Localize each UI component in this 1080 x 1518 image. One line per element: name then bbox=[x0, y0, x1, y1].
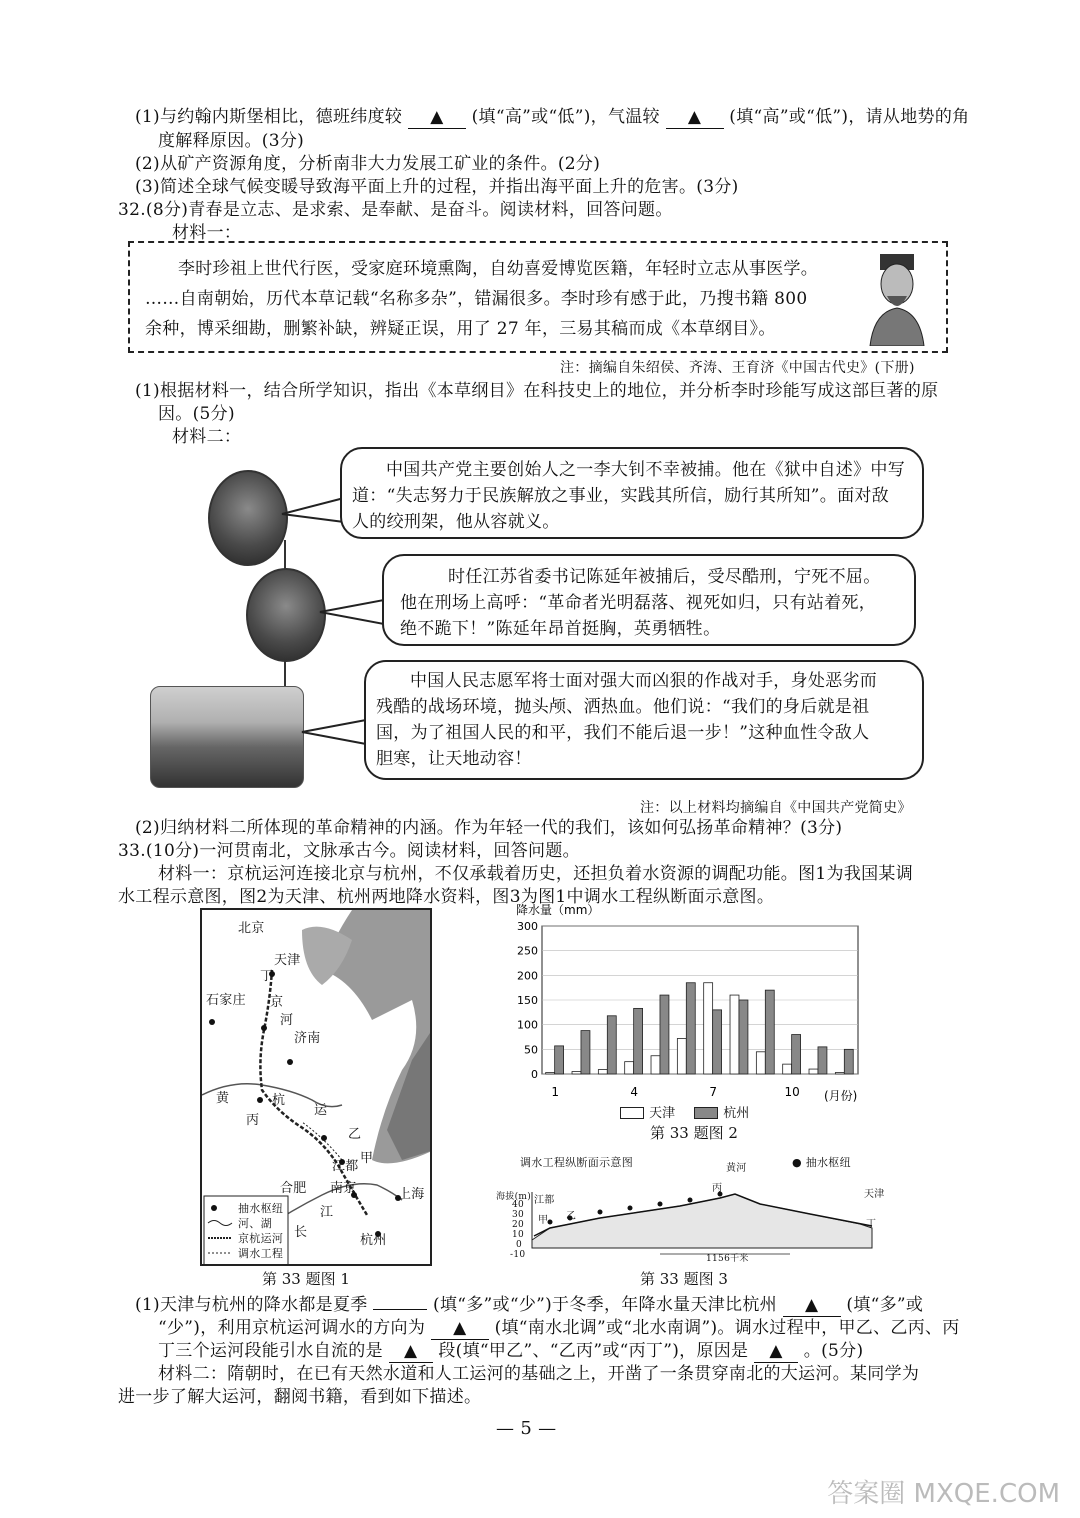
profile-title: 调水工程纵断面示意图 bbox=[520, 1156, 633, 1169]
chart-xtick-label: 4 bbox=[630, 1085, 638, 1099]
figure-1-caption: 第 33 题图 1 bbox=[262, 1270, 350, 1288]
bubble-tail bbox=[318, 598, 386, 628]
q33-heading: 33.(10分)一河贯南北，文脉承古今。阅读材料，回答问题。 bbox=[118, 841, 580, 861]
map-legend-river: 河、湖 bbox=[238, 1217, 272, 1230]
profile-label-ding: 丁 bbox=[866, 1219, 877, 1230]
profile-label-tianjin: 天津 bbox=[864, 1189, 885, 1200]
q31-line2: 度解释原因。(3分) bbox=[158, 131, 305, 151]
q32-sub2: (2)归纳材料二所体现的革命精神的内涵。作为年轻一代的我们，该如何弘扬革命精神？(3分) bbox=[135, 818, 843, 838]
q33-material-1: 材料一：京杭运河连接北京与杭州，不仅承载着历史，还担负着水资源的调配功能。图1为我国某调 bbox=[158, 864, 914, 884]
material-1-text: 余种，博采细勘，删繁补缺，辨疑正误，用了 27 年，三易其稿而成《本草纲目》。 bbox=[145, 319, 776, 339]
map-label-huang: 黄 bbox=[216, 1091, 230, 1106]
answer-blank[interactable]: ▲ bbox=[431, 1317, 489, 1340]
chart-bar-tianjin bbox=[625, 1062, 634, 1074]
chart-bar-hangzhou bbox=[844, 1049, 853, 1074]
profile-distance: 1156千米 bbox=[706, 1254, 749, 1264]
profile-legend: ● 抽水枢纽 bbox=[792, 1156, 851, 1169]
material-1-note: 注：摘编自朱绍侯、齐涛、王育济《中国古代史》(下册) bbox=[560, 360, 915, 376]
answer-blank[interactable]: ▲ bbox=[408, 106, 466, 129]
canal-map-drawing bbox=[202, 910, 432, 1266]
map-label-chang: 长 bbox=[294, 1225, 308, 1240]
q33-sub1-line1: (1)天津与杭州的降水都是夏季 (填“多”或“少”)于冬季，年降水量天津比杭州 ▲ (填“多”或 bbox=[135, 1295, 924, 1315]
material-1-text: ……自南朝始，历代本草记载“名称多杂”，错漏很多。李时珍有感于此，乃搜书籍 800 bbox=[145, 289, 808, 309]
chart-legend bbox=[620, 1102, 749, 1121]
chart-bar-tianjin bbox=[756, 1052, 765, 1074]
map-label-hefei: 合肥 bbox=[280, 1181, 307, 1196]
chart-bar-tianjin bbox=[677, 1038, 686, 1074]
q33-material-2-cont: 进一步了解大运河，翻阅书籍，看到如下描述。 bbox=[118, 1387, 482, 1407]
profile-label-jia: 甲 bbox=[538, 1215, 549, 1226]
profile-ytick: 0 bbox=[516, 1240, 523, 1250]
chart-bar-tianjin bbox=[546, 1073, 555, 1074]
q32-heading: 32.(8分)青春是立志、是求索、是奉献、是奋斗。阅读材料，回答问题。 bbox=[118, 200, 673, 220]
q33-material-2: 材料二：隋朝时，在已有天然水道和人工运河的基础之上，开凿了一条贯穿南北的大运河。某同学为 bbox=[158, 1364, 920, 1384]
li-dazhao-portrait-icon bbox=[208, 470, 288, 566]
profile-ytick: -10 bbox=[510, 1250, 526, 1260]
legend-swatch-hangzhou bbox=[694, 1107, 718, 1119]
map-label-hang: 杭 bbox=[272, 1093, 286, 1108]
speech-bubble-li-dazhao: 中国共产党主要创始人之一李大钊不幸被捕。他在《狱中自述》中写 道：“失志努力于民族解放之事业，实践其所信，励行其所知”。面对敌 人的绞刑架，他从容就义。 bbox=[340, 447, 924, 539]
chart-bar-tianjin bbox=[809, 1069, 818, 1074]
map-label-he: 河 bbox=[280, 1013, 294, 1028]
chart-bar-tianjin bbox=[704, 983, 713, 1074]
material-1-label: 材料一： bbox=[172, 223, 242, 243]
figure-3-caption: 第 33 题图 3 bbox=[640, 1270, 728, 1288]
map-legend-transfer: 调水工程 bbox=[238, 1247, 284, 1260]
li-shizhen-portrait-icon bbox=[862, 250, 932, 346]
material-2-label: 材料二： bbox=[172, 427, 242, 447]
legend-label-hangzhou: 杭州 bbox=[723, 1106, 750, 1121]
map-label-tianjin: 天津 bbox=[274, 953, 301, 968]
map-label-hangzhou: 杭州 bbox=[360, 1233, 387, 1248]
speech-bubble-volunteer-army: 中国人民志愿军将士面对强大而凶狠的作战对手，身处恶劣而 残酷的战场环境，抛头颅、洒热血。他们说：“我们的身后就是祖 国，为了祖国人民的和平，我们不能后退一步！”这种血性令敌人 胆寒，让天地动容！ bbox=[364, 660, 924, 780]
map-label-jiang: 江 bbox=[320, 1205, 334, 1220]
chart-bar-tianjin bbox=[730, 995, 739, 1074]
chart-bar-tianjin bbox=[598, 1070, 607, 1074]
map-label-shanghai: 上海 bbox=[398, 1187, 425, 1202]
material-1-text: 李时珍祖上世代行医，受家庭环境熏陶，自幼喜爱博览医籍，年轻时立志从事医学。 bbox=[178, 259, 819, 279]
answer-blank[interactable]: ▲ bbox=[389, 1340, 433, 1363]
precipitation-chart bbox=[506, 900, 890, 1120]
q33-sub1-line3: 丁三个运河段能引水自流的是 ▲ 段(填“甲乙”、“乙丙”或“丙丁”)，原因是 ▲ 。(5分) bbox=[158, 1341, 864, 1361]
profile-ytick: 40 bbox=[512, 1200, 525, 1210]
chart-bar-hangzhou bbox=[634, 1008, 643, 1074]
profile-ytick: 10 bbox=[512, 1230, 525, 1240]
q33-sub1-line2: “少”)，利用京杭运河调水的方向为 ▲ (填“南水北调”或“北水南调”)。调水过程中，甲乙、乙丙、丙 bbox=[158, 1318, 960, 1338]
legend-label-tianjin: 天津 bbox=[649, 1106, 676, 1121]
chart-bar-tianjin bbox=[651, 1056, 660, 1074]
profile-label-jiangdu: 江都 bbox=[534, 1195, 555, 1206]
map-label-jing: 京 bbox=[270, 995, 284, 1010]
profile-label-huanghe: 黄河 bbox=[726, 1163, 747, 1174]
chart-bar-hangzhou bbox=[660, 995, 669, 1074]
bubble-tail bbox=[280, 496, 346, 526]
chart-bar-hangzhou bbox=[555, 1046, 564, 1074]
map-label-nanjing: 南京 bbox=[330, 1181, 357, 1196]
map-label-jinan: 济南 bbox=[294, 1031, 321, 1046]
chart-ytick-label: 50 bbox=[524, 1043, 538, 1057]
map-label-yi: 乙 bbox=[348, 1127, 362, 1142]
legend-swatch-tianjin bbox=[620, 1107, 644, 1119]
profile-ytick: 30 bbox=[512, 1210, 525, 1220]
watermark-logo: 答案圈 MXQE.COM bbox=[827, 1479, 1060, 1509]
speech-bubble-chen-yannian: 时任江苏省委书记陈延年被捕后，受尽酷刑，宁死不屈。 他在刑场上高呼：“革命者光明磊落、视死如归，只有站着死， 绝不跪下！”陈延年昂首挺胸，英勇牺牲。 bbox=[382, 554, 916, 646]
map-label-yun: 运 bbox=[314, 1103, 328, 1118]
chart-bar-tianjin bbox=[572, 1072, 581, 1074]
map-label-ding: 丁 bbox=[260, 969, 274, 984]
profile-label-bing: 丙 bbox=[712, 1183, 723, 1194]
answer-blank[interactable]: ▲ bbox=[754, 1340, 798, 1363]
map-label-shijiazhuang: 石家庄 bbox=[206, 993, 246, 1008]
chart-xtick-label: 1 bbox=[551, 1085, 559, 1099]
chen-yannian-portrait-icon bbox=[246, 568, 326, 662]
chart-bar-tianjin bbox=[783, 1064, 792, 1074]
chart-bar-hangzhou bbox=[818, 1047, 827, 1074]
profile-ytick: 20 bbox=[512, 1220, 525, 1230]
q31-sub3: (3)简述全球气候变暖导致海平面上升的过程，并指出海平面上升的危害。(3分) bbox=[135, 177, 739, 197]
chart-xtick-label: 10 bbox=[784, 1085, 800, 1099]
map-label-beijing: 北京 bbox=[238, 921, 265, 936]
chart-ytick-label: 0 bbox=[531, 1068, 538, 1081]
chart-bar-hangzhou bbox=[765, 990, 774, 1074]
chart-bar-hangzhou bbox=[607, 1016, 616, 1074]
q32-sub1-cont: 因。(5分) bbox=[158, 404, 235, 424]
q32-sub1: (1)根据材料一，结合所学知识，指出《本草纲目》在科技史上的地位，并分析李时珍能写成这部巨著的原 bbox=[135, 381, 939, 401]
volunteer-army-photo-icon bbox=[150, 686, 304, 788]
q33-material-1-cont: 水工程示意图，图2为天津、杭州两地降水资料，图3为图1中调水工程纵断面示意图。 bbox=[118, 887, 775, 907]
chart-xlabel: (月份) bbox=[824, 1089, 858, 1103]
chart-ytick-label: 100 bbox=[517, 1018, 538, 1032]
material-2-note: 注：以上材料均摘编自《中国共产党简史》 bbox=[640, 800, 912, 816]
chart-ytick-label: 200 bbox=[517, 969, 538, 983]
chart-bar-hangzhou bbox=[739, 1000, 748, 1074]
chart-ytick-label: 300 bbox=[517, 920, 538, 933]
chart-bar-tianjin bbox=[835, 1073, 844, 1074]
chart-bar-hangzhou bbox=[686, 983, 695, 1074]
answer-blank[interactable]: ▲ bbox=[666, 106, 724, 129]
chart-ytick-label: 250 bbox=[517, 944, 538, 958]
chart-bar-hangzhou bbox=[581, 1031, 590, 1074]
map-label-jiadu: 江都 bbox=[332, 1159, 359, 1174]
profile-diagram bbox=[496, 1150, 890, 1264]
answer-blank[interactable] bbox=[373, 1309, 427, 1310]
q31-sub2: (2)从矿产资源角度，分析南非大力发展工矿业的条件。(2分) bbox=[135, 154, 601, 174]
map-legend-pump: 抽水枢纽 bbox=[238, 1202, 284, 1215]
chart-ylabel: 降水量（mm） bbox=[516, 903, 600, 917]
map-legend-canal: 京杭运河 bbox=[238, 1232, 284, 1245]
bubble-tail bbox=[300, 718, 368, 748]
page-number: — 5 — bbox=[496, 1418, 557, 1439]
profile-label-yi: 乙 bbox=[566, 1211, 577, 1222]
canal-map bbox=[200, 908, 432, 1266]
chart-xtick-label: 7 bbox=[709, 1085, 717, 1099]
map-label-jia: 甲 bbox=[360, 1151, 374, 1166]
chart-bar-hangzhou bbox=[792, 1035, 801, 1074]
q31-line1: (1)与约翰内斯堡相比，德班纬度较 ▲ (填“高”或“低”)，气温较 ▲ (填“高”或“低”)，请从地势的角 bbox=[135, 107, 970, 127]
figure-2-caption: 第 33 题图 2 bbox=[650, 1124, 738, 1142]
map-label-bing: 丙 bbox=[246, 1113, 260, 1128]
chart-bar-hangzhou bbox=[713, 1010, 722, 1074]
profile-ylabel: 海拔(m) bbox=[496, 1192, 532, 1202]
chart-ytick-label: 150 bbox=[517, 994, 538, 1007]
answer-blank[interactable]: ▲ bbox=[783, 1294, 841, 1317]
